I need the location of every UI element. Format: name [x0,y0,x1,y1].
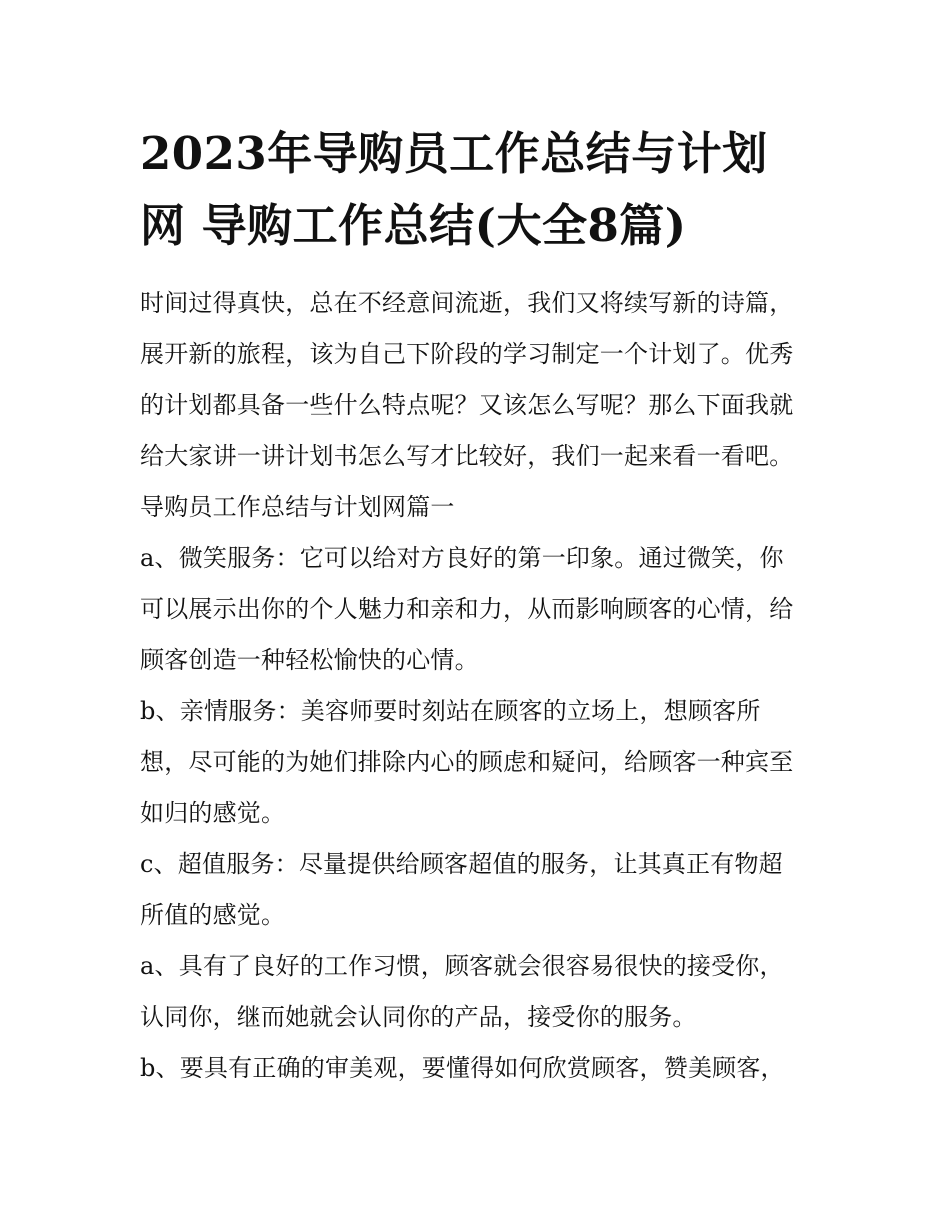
item-paragraph [140,686,820,839]
text-line: 可以展示出你的个人魅力和亲和力，从而影响顾客的心情，给 [140,595,794,623]
item-paragraph [140,941,820,1043]
text-line: c、超值服务：尽量提供给顾客超值的服务，让其真正有物超 [140,850,783,878]
item-paragraph [140,533,820,686]
title-line: 2023年导购员工作总结与计划 [140,127,768,180]
text-line: 如归的感觉。 [140,799,286,827]
text-line: b、亲情服务：美容师要时刻站在顾客的立场上，想顾客所 [140,697,761,725]
text-line: 想，尽可能的为她们排除内心的顾虑和疑问，给顾客一种宾至 [140,748,794,776]
text-line: a、具有了良好的工作习惯，顾客就会很容易很快的接受你， [140,952,784,980]
document-title [140,118,820,262]
document-body [140,278,820,1094]
text-line: 展开新的旅程，该为自己下阶段的学习制定一个计划了。优秀 [140,340,794,368]
text-line: 认同你，继而她就会认同你的产品，接受你的服务。 [140,1003,697,1031]
text-line: 给大家讲一讲计划书怎么写才比较好，我们一起来看一看吧。 [140,442,794,470]
section-heading [140,482,820,533]
item-paragraph [140,1043,820,1094]
text-line: a、微笑服务：它可以给对方良好的第一印象。通过微笑，你 [140,544,784,572]
text-line: 的计划都具备一些什么特点呢？又该怎么写呢？那么下面我就 [140,391,794,419]
text-line: 顾客创造一种轻松愉快的心情。 [140,646,479,674]
text-line: 所值的感觉。 [140,901,286,929]
text-line: 导购员工作总结与计划网篇一 [140,493,455,521]
intro-paragraph [140,278,820,482]
item-paragraph [140,839,820,941]
title-line: 网 导购工作总结(大全8篇) [140,199,687,252]
document-page [140,118,820,1094]
text-line: b、要具有正确的审美观，要懂得如何欣赏顾客，赞美顾客， [140,1054,785,1082]
text-line: 时间过得真快，总在不经意间流逝，我们又将续写新的诗篇， [140,289,794,317]
